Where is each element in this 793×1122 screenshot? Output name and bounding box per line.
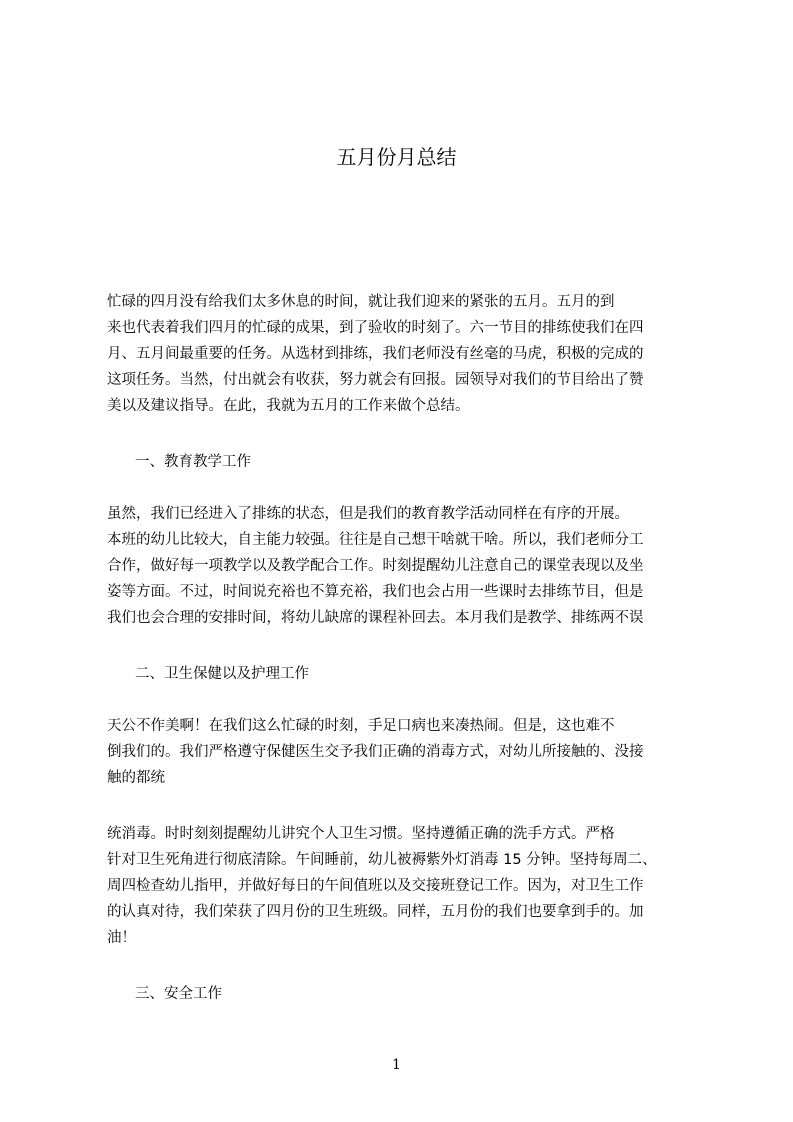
intro-line: 来也代表着我们四月的忙碌的成果，到了验收的时刻了。六一节目的排练使我们在四 bbox=[107, 320, 644, 336]
section2-line: 倒我们的。我们严格遵守保健医生交予我们正确的消毒方式，对幼儿所接触的、没接 bbox=[107, 744, 644, 760]
section2-line: 周四检查幼儿指甲，并做好每日的午间值班以及交接班登记工作。因为，对卫生工作 bbox=[107, 878, 644, 894]
section2-line: 针对卫生死角进行彻底清除。午间睡前，幼儿被褥紫外灯消毒 15 分钟。坚持每周二、 bbox=[107, 852, 657, 868]
section-heading-hygiene: 二、卫生保健以及护理工作 bbox=[135, 666, 309, 682]
intro-line: 美以及建议指导。在此，我就为五月的工作来做个总结。 bbox=[107, 398, 470, 414]
section1-line: 姿等方面。不过，时间说充裕也不算充裕，我们也会占用一些课时去排练节目，但是 bbox=[107, 584, 644, 600]
intro-line: 这项任务。当然，付出就会有收获，努力就会有回报。园领导对我们的节目给出了赞 bbox=[107, 372, 644, 388]
section2-line: 触的都统 bbox=[107, 770, 165, 786]
page-number: 1 bbox=[392, 1057, 401, 1073]
section2-line: 天公不作美啊！在我们这么忙碌的时刻，手足口病也来凑热闹。但是，这也难不 bbox=[107, 718, 615, 734]
section2-line: 统消毒。时时刻刻提醒幼儿讲究个人卫生习惯。坚持遵循正确的洗手方式。严格 bbox=[107, 826, 615, 842]
section1-line: 我们也会合理的安排时间，将幼儿缺席的课程补回去。本月我们是教学、排练两不误 bbox=[107, 610, 644, 626]
section1-line: 本班的幼儿比较大，自主能力较强。往往是自己想干啥就干啥。所以，我们老师分工 bbox=[107, 532, 644, 548]
intro-line: 月、五月间最重要的任务。从选材到排练，我们老师没有丝毫的马虎，积极的完成的 bbox=[107, 346, 644, 362]
intro-line: 忙碌的四月没有给我们太多休息的时间，就让我们迎来的紧张的五月。五月的到 bbox=[107, 294, 615, 310]
section1-line: 虽然，我们已经进入了排练的状态，但是我们的教育教学活动同样在有序的开展。 bbox=[107, 506, 629, 522]
section2-line: 的认真对待，我们荣获了四月份的卫生班级。同样，五月份的我们也要拿到手的。加 bbox=[107, 904, 644, 920]
section-heading-teaching: 一、教育教学工作 bbox=[135, 454, 251, 470]
section-heading-safety: 三、安全工作 bbox=[135, 986, 222, 1002]
page-title: 五月份月总结 bbox=[336, 145, 457, 169]
section2-line: 油！ bbox=[107, 930, 136, 946]
section1-line: 合作，做好每一项教学以及教学配合工作。时刻提醒幼儿注意自己的课堂表现以及坐 bbox=[107, 558, 644, 574]
